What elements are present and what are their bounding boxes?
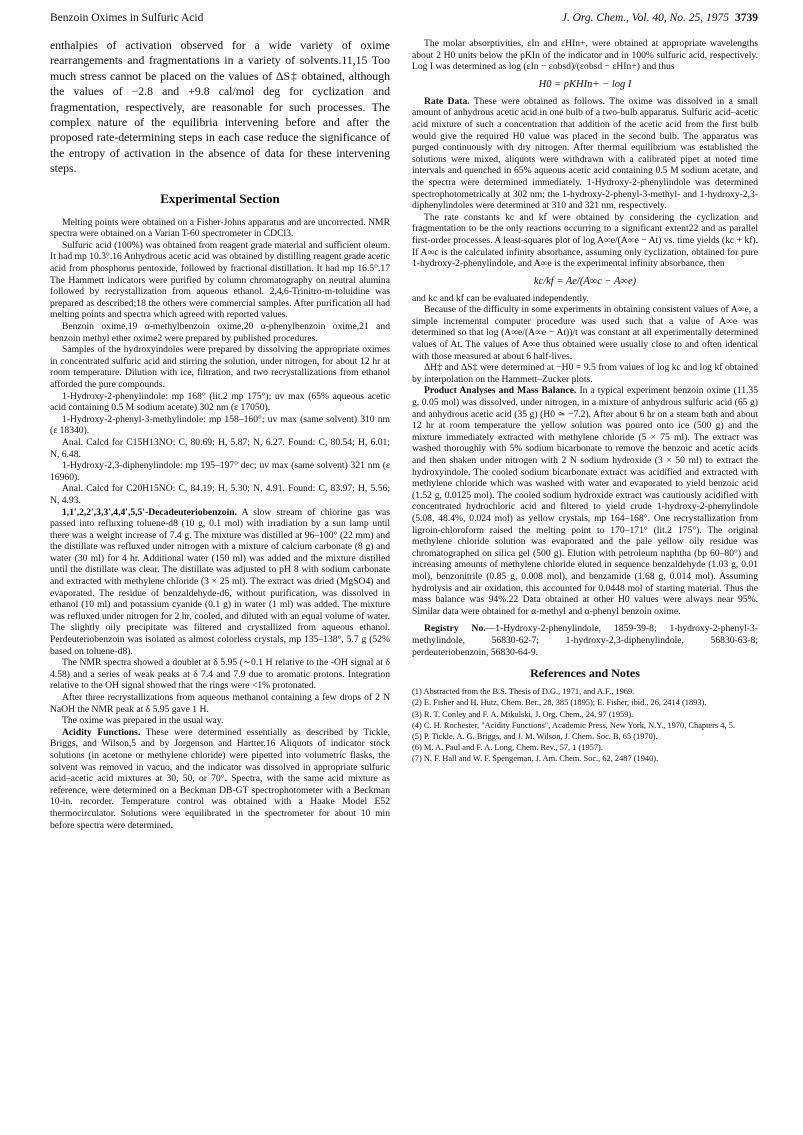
equation: H0 = pKHIn+ − log I: [538, 78, 632, 90]
rate-data-paragraph: [412, 96, 758, 212]
paragraph-lead: Acidity Functions.: [62, 726, 141, 738]
paragraph: and kc and kf can be evaluated independently.: [412, 292, 589, 304]
paragraph-body: In a typical experiment benzoin oxime (11.35 g, 0.05 mol) was dissolved, under nitrogen, in a mixture of anhydrous sulfuric acid (65 g) and anhydrous acetic acid (35 g) (H0 ≃ −7.2). After about 6 hr on a steam bath and about 12 hr at room temperature the yellow solution was poured onto ice (500 g) and the mixture immediately extracted with methylene chloride (5 × 75 ml). The extract was washed thoroughly with 5% sodium bicarbonate to remove the benzoic and acetic acids and then shaken under nitrogen with 2 N sodium hydroxide (3 × 50 ml) to extract the hydroxyindole. The cooled sodium bicarbonate extract was acidified and extracted with methylene chloride which was washed with water and evaporated to yield benzoic acid (1.52 g, 0.0125 mol). The cooled sodium hydroxide extract was cautiously acidified with concentrated hydrochloric acid and filtered to yield crude 1-hydroxy-2-phenylindole (5.08, 48.4%, 0.024 mol) as yellow crystals, mp 164–168°. One recrystallization from ligroin-chloroform raised the melting point to 170–171° (lit.2 175°). The original methylene chloride solution was evaporated and the pale yellow oily residue was chromatographed on silica gel (500 g). Elution with petroleum naphtha (bp 60–80°) and increasing amounts of methylene chloride eluted in sequence benzaldehyde (1.03 g, 0.01 mol), benzonitrile (0.85 g, 0.008 mol), and benzamide (1.68 g, 0.014 mol). Assuming hydrolysis and air oxidation, this accounted for 0.0448 mol of starting material. Thus the mass balance was 94%.22 Data obtained at other H0 values were always near 95%. Similar data were obtained for α-methyl and α-phenyl benzoin oxime.: [412, 385, 758, 617]
right-column: [412, 38, 758, 1118]
paragraph: Anal. Calcd for C15H13NO: C, 80.69; H, 5.87; N, 6.27. Found: C, 80.54; H, 6.01; N, 6.48.: [50, 436, 390, 460]
paragraph: Benzoin oxime,19 α-methylbenzoin oxime,20 α-phenylbenzoin oxime,21 and benzoin methyl ether oxime2 were prepared by published procedures.: [50, 321, 390, 344]
journal-citation: [562, 12, 758, 24]
reference-item: (1) Abstracted from the B.S. Thesis of D.G., 1971, and A.F., 1969.: [412, 687, 635, 697]
reference-item: (6) M. A. Paul and F. A. Long, Chem. Rev., 57, 1 (1957).: [412, 743, 603, 753]
paragraph: ΔH‡ and ΔS‡ were determined at −H0 = 9.5 from values of log kc and log kf obtained by interpolation on the Hammett–Zucker plots.: [412, 362, 758, 385]
paragraph-lead: Product Analyses and Mass Balance.: [424, 385, 577, 397]
section-title: Experimental Section: [160, 190, 280, 206]
reference-item: (5) P. Tickle, A. G. Briggs, and J. M. Wilson, J. Chem. Soc. B, 65 (1970).: [412, 731, 658, 741]
paragraph-lead: 1,1′,2,2′,3,3′,4,4′,5,5′-Decadeuteriobenzoin.: [62, 506, 237, 518]
decadeuteriobenzoin-paragraph: [50, 507, 390, 658]
paragraph-body: These were obtained as follows. The oxime was dissolved in a small amount of anhydrous acetic acid in one bulb of a two-bulb apparatus. Sulfuric acid–acetic acid mixture of such a concentration that addition of the acetic acid from the first bulb would give the required H0 value was placed in the second bulb. The apparatus was purged continuously with dry nitrogen. After thermal equilibrium was established the solutions were mixed, aliquots were withdrawn with a calibrated pipet at noted time intervals and quenched in 65% aqueous acetic acid containing 0.5 M sodium acetate, and the spectra were determined immediately. 1-Hydroxy-2-phenylindole was determined spectrophotometrically at 302 nm; the 1-hydroxy-2-phenyl-3-methyl- and 1-hydroxy-2,3-diphenylindoles were determined at 310 and 321 nm, respectively.: [412, 95, 758, 212]
paragraph-lead: Rate Data.: [424, 95, 470, 107]
paragraph: 1-Hydroxy-2,3-diphenylindole: mp 195–197° dec; uv max (same solvent) 321 nm (ε 16960).: [50, 460, 390, 483]
intro-paragraph: enthalpies of activation observed for a wide variety of oxime rearrangements and fragmentations in a variety of solvents.11,15 Too much stress cannot be placed on the values of ΔS‡ obtained, although the values of −2.8 and +9.8 cal/mol deg for cyclization and fragmentation, respectively, are reasonable for such processes. The complex nature of the equilibria intervening before and after the proposed rate-determining steps in each case reduce the significance of the entropy of activation in the absence of data for these intervening steps.: [50, 38, 390, 176]
paragraph: Because of the difficulty in some experiments in obtaining consistent values of A∞e, a simple incremental computer procedure was used such that a value of A∞e was determined so that log (A∞e/(A∞e − At))/t was constant at all experimentally determined values of At. The values of A∞e thus obtained were usually close to and often identical with those measured at about 6 half-lives.: [412, 304, 758, 362]
references-title: References and Notes: [530, 666, 640, 681]
paragraph: The NMR spectra showed a doublet at δ 5.95 (∼0.1 H relative to the -OH signal at δ 4.58) and a series of weak peaks at δ 7.4 and 7.9 due to aromatic protons. Integration relative to the OH signal showed that the rings were <1% protonated.: [50, 657, 390, 692]
paragraph: Samples of the hydroxyindoles were prepared by dissolving the appropriate oximes in concentrated sulfuric acid and stirring the solution, under nitrogen, for about 12 hr at room temperature. Dilution with ice, filtration, and two recrystallizations from ethanol afforded the pure compounds.: [50, 344, 390, 390]
paragraph-body: —1-Hydroxy-2-phenylindole, 1859-39-8; 1-hydroxy-2-phenyl-3-methylindole, 56830-62-7; 1-hydroxy-2,3-diphenylindole, 56830-63-8; perdeuteriobenzoin, 56830-64-9.: [412, 623, 758, 658]
paragraph: The molar absorptivities, εIn and εHIn+, were obtained at appropriate wavelengths about 2 H0 units below the pKIn of the indicator and in 100% sulfuric acid, respectively. Log I was determined as log (εIn − εobsd)/(εobsd − εHIn+) and thus: [412, 38, 758, 73]
paragraph-body: These were determined essentially as described by Tickle, Briggs, and Wilson,5 and by Jorgenson and Hartter.16 Aliquots of indicator stock solutions (in acetone or methylene chloride) were pipetted into volumetric flasks, the solvent was removed in vacuo, and the indicator was dissolved in appropriate sulfuric acid–acetic acid mixtures at 30, 50, or 70°. Spectra, with the same acid mixture as reference, were determined on a Beckman DB-GT spectrophotometer with a Beckman 10-in. recorder. Temperature control was obtained with a Haake Model E52 thermocirculator. Solutions were equilibrated in the spectrometer for about 10 min before spectra were determined.: [50, 726, 390, 831]
running-title: Benzoin Oximes in Sulfuric Acid: [50, 12, 204, 24]
running-header: [50, 12, 758, 28]
paragraph: 1-Hydroxy-2-phenylindole: mp 168° (lit.2 mp 175°); uv max (65% aqueous acetic acid containing 0.5 M sodium acetate) 302 nm (ε 17050).: [50, 390, 390, 414]
paragraph: After three recrystallizations from aqueous methanol containing a few drops of 2 N NaOH the NMR peak at δ 5.95 gave 1 H.: [50, 692, 390, 715]
paragraph: Sulfuric acid (100%) was obtained from reagent grade material and sufficient oleum. It had mp 10.3°.16 Anhydrous acetic acid was obtained by distilling reagent grade acetic acid from phosphorus pentoxide, followed by fractional distillation. It had mp 16.5°.17 The Hammett indicators were purified by column chromatography on neutral alumina followed by recrystallization from aqueous ethanol. 2,4,6-Trinitro-m-toluidine was prepared as described;18 the others were commercial samples. After purification all had melting points and spectra which agreed with reported values.: [50, 239, 390, 321]
reference-item: (4) C. H. Rochester, "Acidity Functions", Academic Press, New York, N.Y., 1970, Chapters 4, 5.: [412, 720, 735, 730]
reference-item: (2) E. Fisher and H. Hutz, Chem. Ber., 28, 385 (1895); E. Fisher, ibid., 26, 2414 (1893).: [412, 698, 707, 708]
paragraph-body: A slow stream of chlorine gas was passed into refluxing toluene-d8 (10 g, 0.1 mol) with irradiation by a sun lamp until there was a weight increase of 7.4 g. The mixture was distilled at 96–100° (22 mm) and the distillate was refluxed under nitrogen with a mixture of calcium carbonate (8 g) and water (30 ml) for 4 hr. Additional water (150 ml) was added and the mixture distilled until the distillate was clear. The distillate was adjusted to pH 8 with sodium carbonate and extracted with methylene chloride (3 × 25 ml). The extract was dried (MgSO4) and evaporated. The residue of benzaldehyde-d6, without purification, was dissolved in ethanol (10 ml) and potassium cyanide (0.1 g) in water (1 ml) was added. The mixture was refluxed under nitrogen for 2 hr, cooled, and diluted with an equal volume of water. The slightly oily precipitate was filtered and crystallized from aqueous ethanol. Perdeuteriobenzoin was isolated as almost colorless crystals, mp 135–138°, 5.7 g (52% based on toluene-d8).: [50, 506, 390, 657]
reference-item: (7) N. F. Hall and W. F. Spengeman, J. Am. Chem. Soc., 62, 2487 (1940).: [412, 754, 659, 764]
page-number: 3739: [735, 12, 758, 24]
journal-name: J. Org. Chem., Vol. 40, No. 25, 1975: [561, 12, 729, 24]
references-list: [412, 687, 758, 764]
paragraph: 1-Hydroxy-2-phenyl-3-methylindole: mp 158–160°; uv max (same solvent) 310 nm (ε 18340).: [50, 413, 390, 437]
registry-paragraph: [412, 623, 758, 658]
equation: kc/kf = Ae/(A∞c − A∞e): [533, 275, 637, 287]
reference-item: (3) R. T. Conley and F. A. Mikulski, J. Org. Chem., 24, 97 (1959).: [412, 709, 634, 719]
left-column: [50, 38, 390, 1118]
paragraph: Melting points were obtained on a Fisher-Johns apparatus and are uncorrected. NMR spectra were obtained on a Varian T-60 spectrometer in CDCl3.: [50, 216, 390, 240]
paragraph: The oxime was prepared in the usual way.: [62, 715, 224, 727]
paragraph-lead: Registry No.: [424, 623, 486, 635]
paragraph: Anal. Calcd for C20H15NO: C, 84.19; H, 5.30; N, 4.91. Found: C, 83.97; H, 5.56; N, 4.93.: [50, 483, 390, 506]
product-analyses-paragraph: [412, 385, 758, 617]
acidity-functions-paragraph: [50, 727, 390, 831]
paragraph: The rate constants kc and kf were obtained by considering the cyclization and fragmentation to be the only reactions occurring to a significant extent22 and as parallel first-order processes. A least-squares plot of log A∞e/(A∞e − At) vs. time yields (kc + kf). If A∞c is the calculated infinity absorbance, assuming only cyclization, obtained for pure 1-hydroxy-2-phenylindole, and A∞e is the experimental infinity absorbance, then: [412, 211, 758, 270]
